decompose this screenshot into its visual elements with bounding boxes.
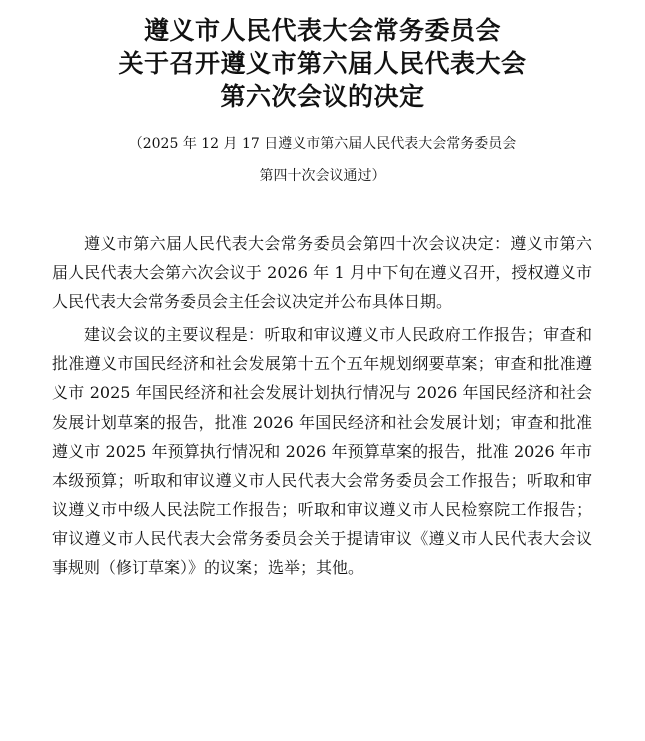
- body-paragraph-agenda: 建议会议的主要议程是：听取和审议遵义市人民政府工作报告；审查和批准遵义市国民经济和社会发展第十五个五年规划纲要草案；审查和批准遵义市 2025 年国民经济和社会发展计划执行情况与 2026 年国民经济和社会发展计划草案的报告，批准 2026 年国民经济和社会发展计划；审查和批准遵义市 2025 年预算执行情况和 2026 年预算草案的报告，批准 2026 年市本级预算；听取和审议遵义市人民代表大会常务委员会工作报告；听取和审议遵义市中级人民法院工作报告；听取和审议遵义市人民检察院工作报告；审议遵义市人民代表大会常务委员会关于提请审议《遵义市人民代表大会议事规则（修订草案）》的议案；选举；其他。: [52, 325, 592, 578]
- adoption-note-line-2: 第四十次会议通过）: [259, 168, 386, 184]
- document-body: [52, 229, 592, 582]
- title-line-2: 关于召开遵义市第六届人民代表大会: [118, 49, 527, 78]
- title-line-3: 第六次会议的决定: [220, 82, 425, 111]
- title-line-1: 遵义市人民代表大会常务委员会: [143, 16, 501, 45]
- adoption-note: [0, 128, 645, 192]
- document-title: [0, 14, 645, 113]
- body-paragraph-decision: 遵义市第六届人民代表大会常务委员会第四十次会议决定：遵义市第六届人民代表大会第六次会议于 2026 年 1 月中下旬在遵义召开，授权遵义市人民代表大会常务委员会主任会议决定并公布具体日期。: [52, 234, 592, 312]
- adoption-note-line-1: （2025 年 12 月 17 日遵义市第六届人民代表大会常务委员会: [128, 136, 517, 152]
